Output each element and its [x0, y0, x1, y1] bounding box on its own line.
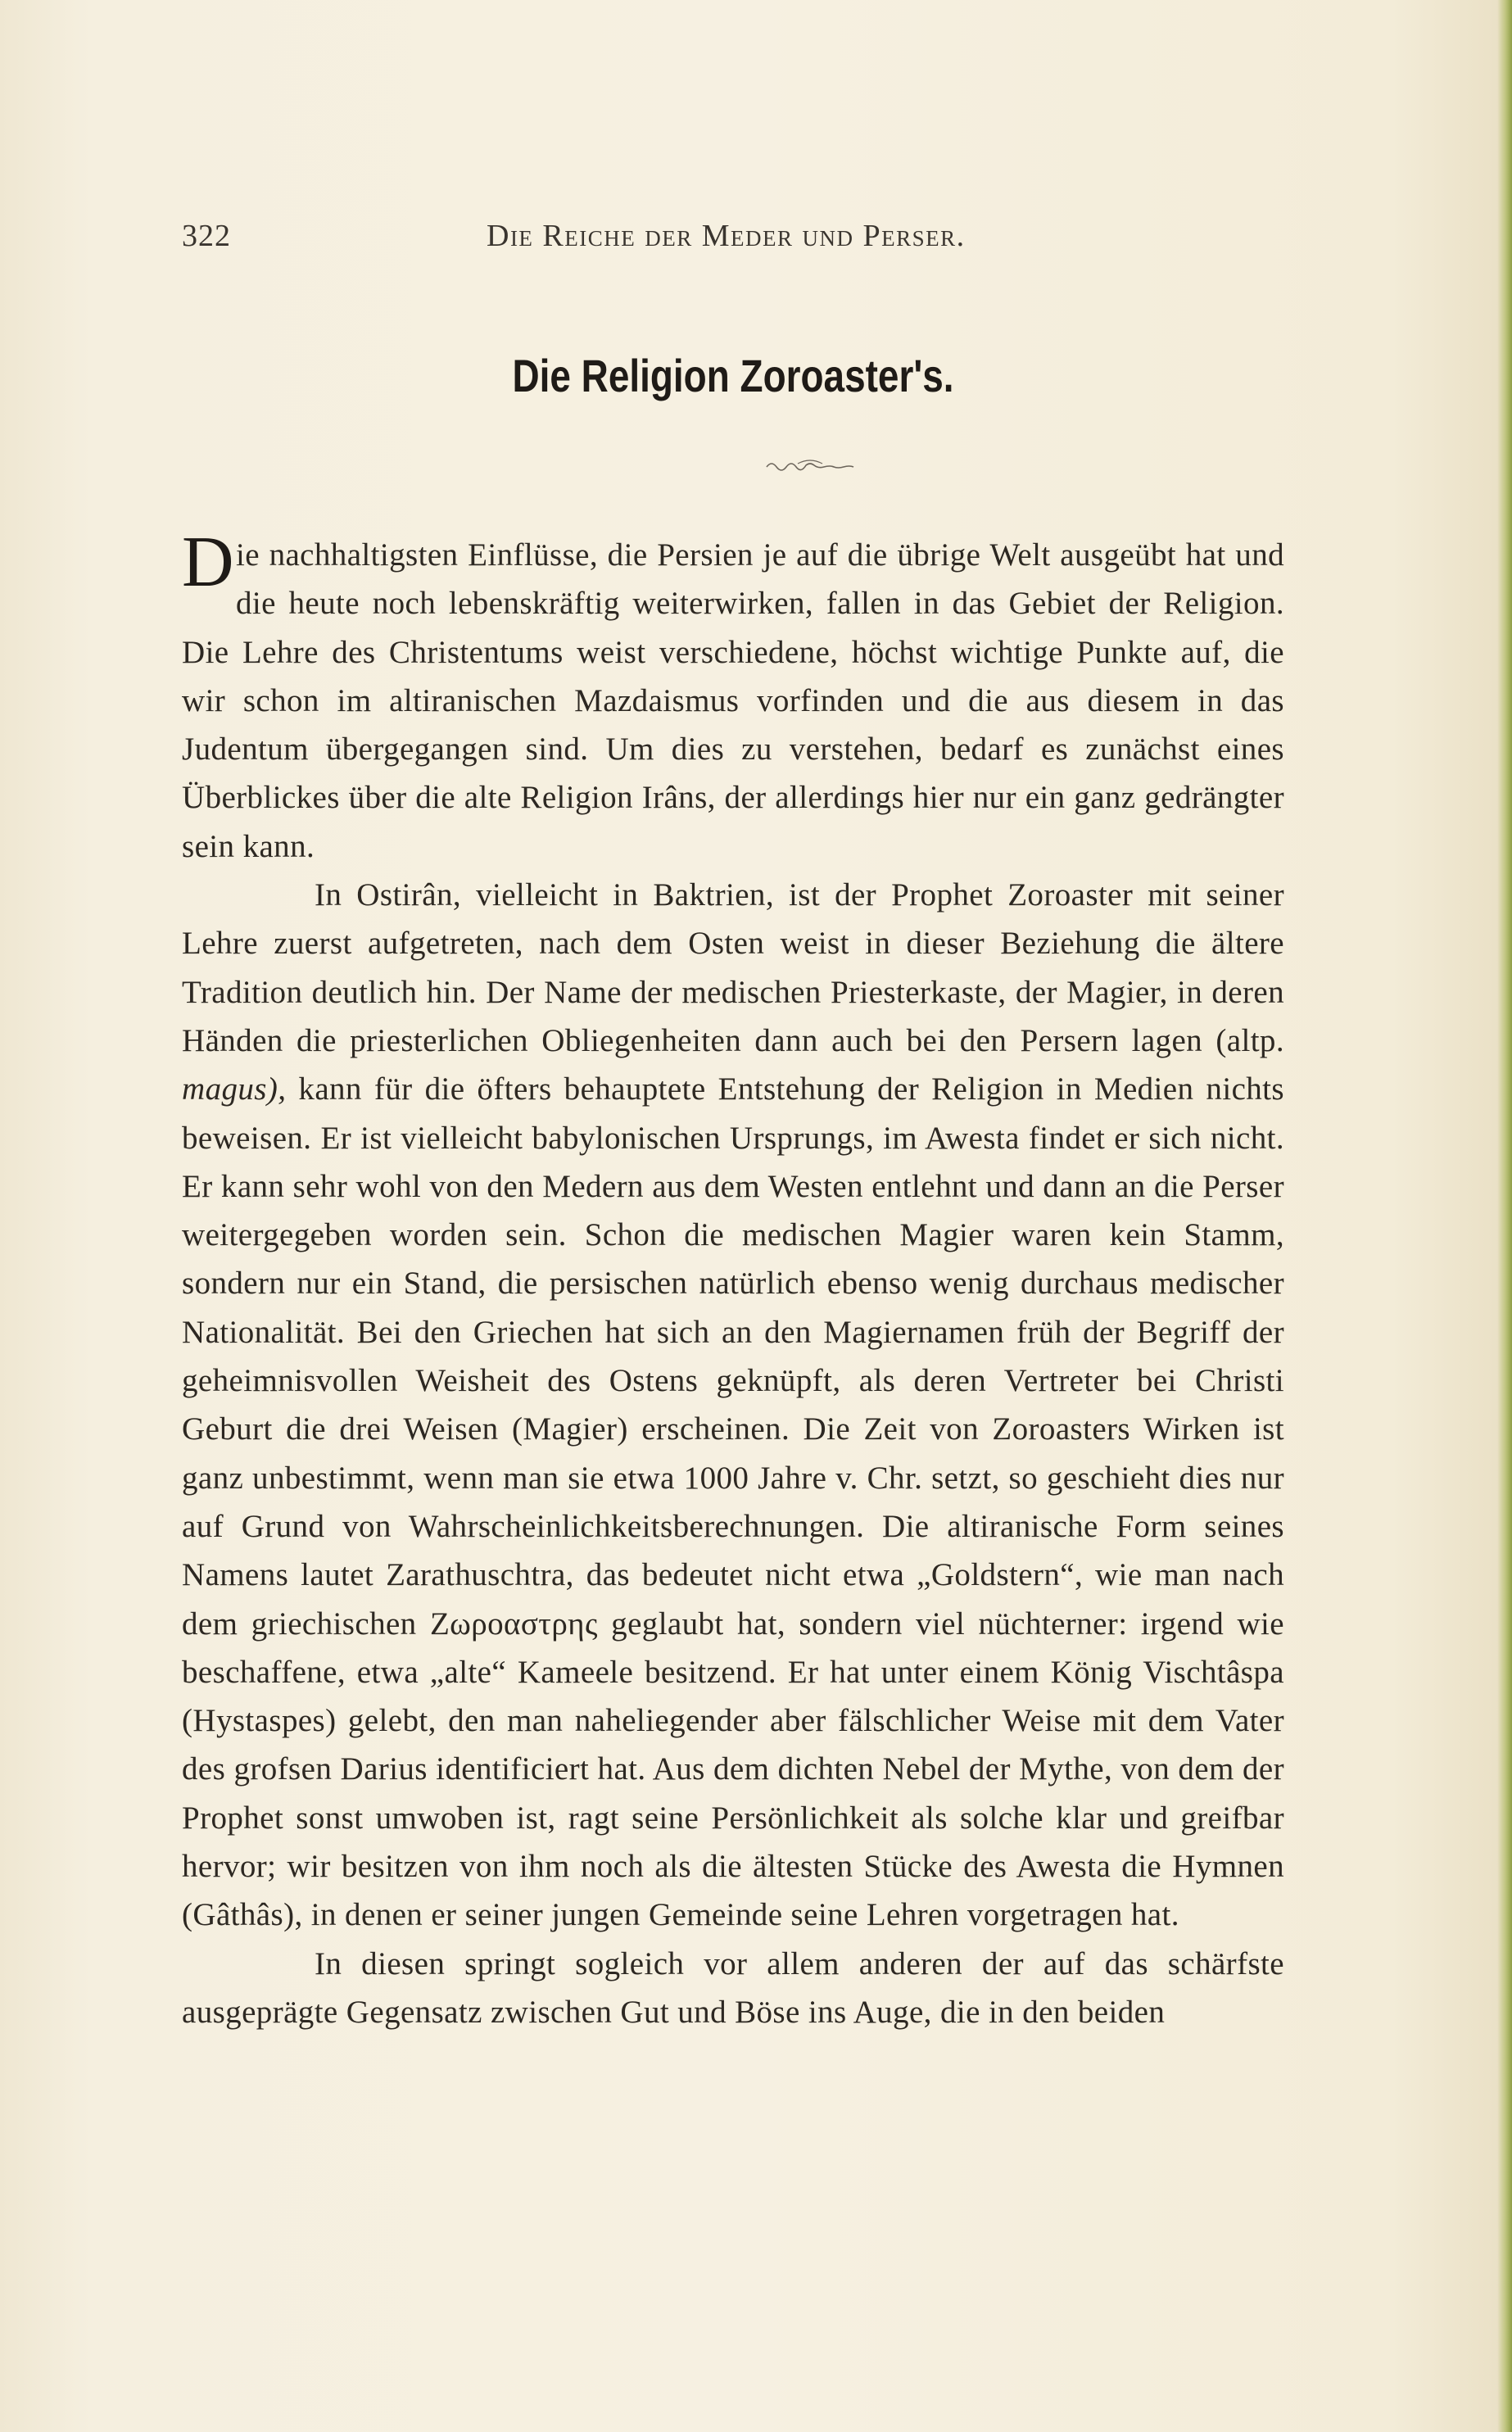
paragraph-3-text: In diesen springt sogleich vor allem anderen der auf das schärfste ausgeprägte Gegensatz zwischen Gut und Böse ins Auge, die in den beiden: [182, 1945, 1284, 2030]
paragraph-2-italic: magus),: [182, 1071, 287, 1107]
chapter-title: Die Religion Zoroaster's.: [512, 350, 954, 401]
paragraph-2-text-b: kann für die öfters behauptete Entstehung der Religion in Medien nichts beweisen. Er ist vielleicht babylonischen Ursprungs, im Awesta findet er sich nicht. Er kann sehr wohl von den Medern aus dem Westen entlehnt und dann an die Perser weitergegeben worden sein. Schon die medischen Magier waren kein Stamm, sondern nur ein Stand, die persischen natürlich ebenso wenig durchaus medischer Nationalität. Bei den Griechen hat sich an den Magiernamen früh der Begriff der geheimnisvollen Weisheit des Ostens geknüpft, als deren Vertreter bei Christi Geburt die drei Weisen (Magier) erscheinen. Die Zeit von Zoroasters Wirken ist ganz unbestimmt, wenn man sie etwa 1000 Jahre v. Chr. setzt, so geschieht dies nur auf Grund von Wahrscheinlichkeitsberechnungen. Die altiranische Form seines Namens lautet Zarathuschtra, das bedeutet nicht etwa „Goldstern“, wie man nach dem griechischen Ζωροαστρης geglaubt hat, sondern viel nüchterner: irgend wie beschaffene, etwa „alte“ Kameele besitzend. Er hat unter einem König Vischtâspa (Hystaspes) gelebt, den man naheliegender aber fälschlicher Weise mit dem Vater des grofsen Darius identificiert hat. Aus dem dichten Nebel der Mythe, von dem der Prophet sonst umwoben ist, ragt seine Persönlichkeit als solche klar und greifbar hervor; wir besitzen von ihm noch als die ältesten Stücke des Awesta die Hymnen (Gâthâs), in denen er seiner jungen Gemeinde seine Lehren vorgetragen hat.: [182, 1071, 1284, 1933]
paragraph-1: [182, 523, 1284, 871]
paragraph-3: [182, 1940, 1284, 2037]
paragraph-2-text-a: In Ostirân, vielleicht in Baktrien, ist der Prophet Zoroaster mit seiner Lehre zuerst aufgetreten, nach dem Osten weist in dieser Beziehung die ältere Tradition deutlich hin. Der Name der medischen Priesterkaste, der Magier, in deren Händen die priesterlichen Obliegenheiten dann auch bei den Persern lagen (altp.: [182, 877, 1284, 1058]
paragraph-1-text: ie nachhaltigsten Einflüsse, die Persien je auf die übrige Welt ausgeübt hat und die heute noch lebenskräftig weiterwirken, fallen in das Gebiet der Religion. Die Lehre des Christentums weist verschiedene, höchst wichtige Punkte auf, die wir schon im altiranischen Mazdaismus vorfinden und die aus diesem in das Judentum übergegangen sind. Um dies zu verstehen, bedarf es zunächst eines Überblickes über die alte Religion Irâns, der allerdings hier nur ein ganz gedrängter sein kann.: [182, 537, 1284, 864]
running-head: [182, 218, 1137, 259]
page-edge: [1497, 0, 1512, 2432]
drop-cap: D: [182, 523, 234, 602]
page-number: 322: [182, 219, 231, 253]
ornament-divider-icon: [765, 455, 855, 475]
paragraph-2: [182, 871, 1284, 1940]
body-text: [182, 523, 1284, 2036]
running-title: Die Reiche der Meder und Perser.: [487, 219, 966, 253]
